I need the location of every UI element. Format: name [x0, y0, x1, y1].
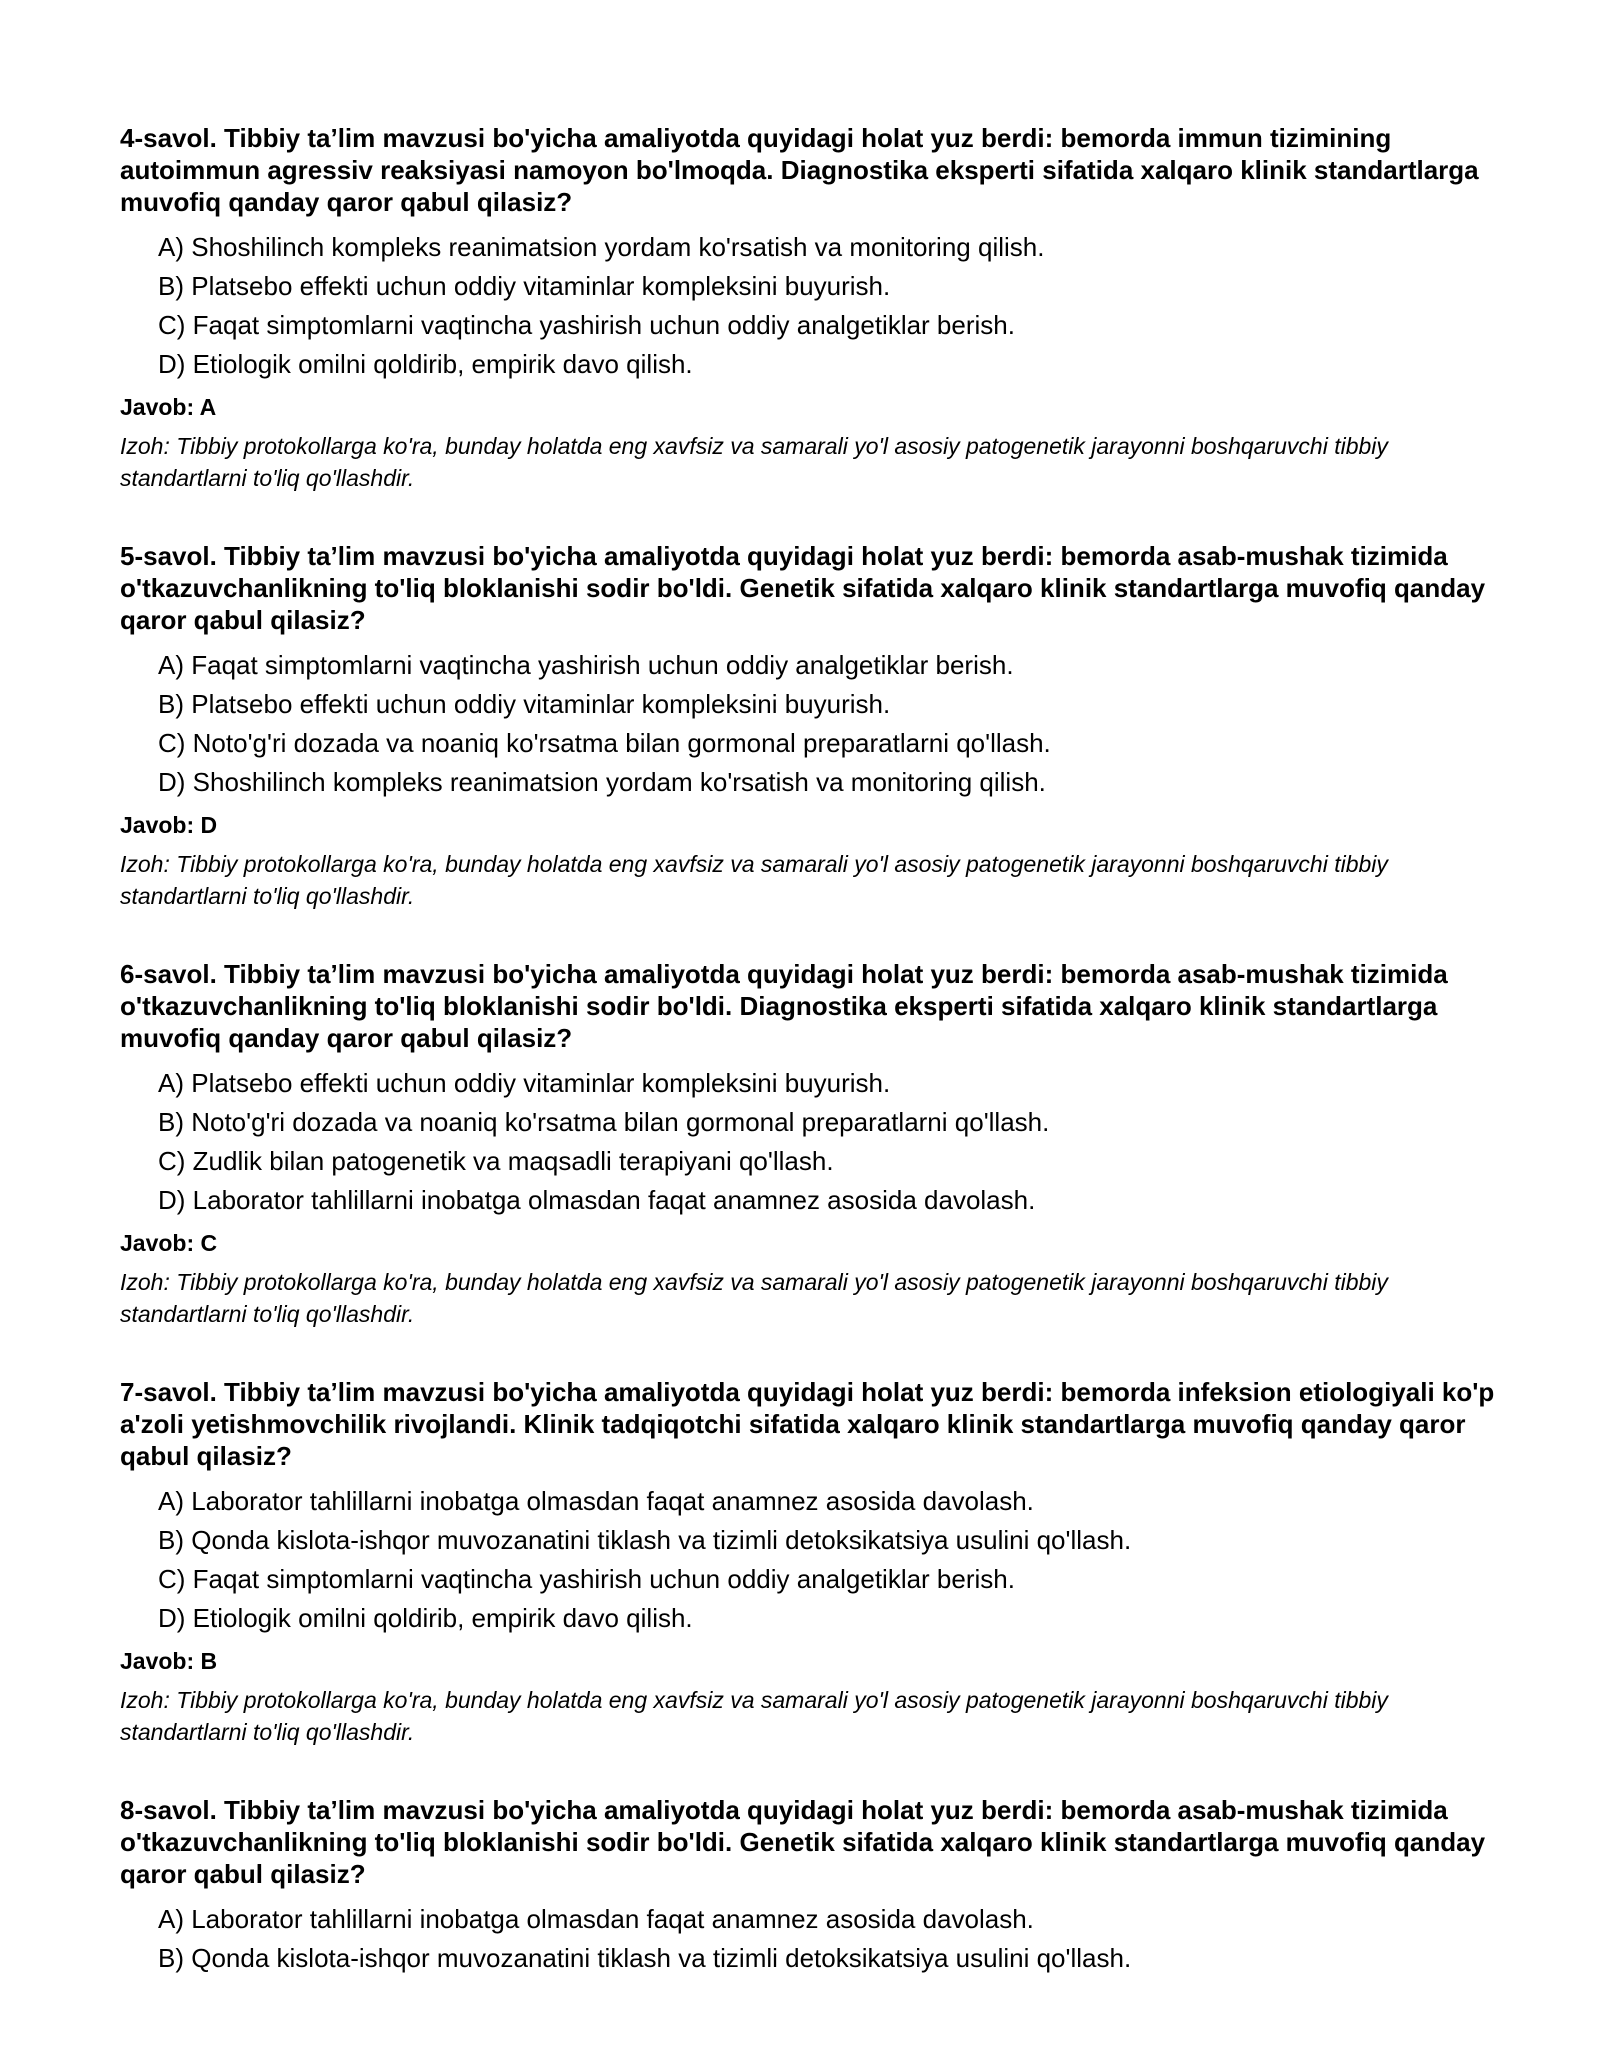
option-d: D) Etiologik omilni qoldirib, empirik davo qilish. — [158, 1603, 693, 1633]
question-title: 7-savol. Tibbiy ta’lim mavzusi bo'yicha amaliyotda quyidagi holat yuz berdi: bemorda infeksion etiologiyali ko'p a'zoli yetishmovchilik rivojlandi. Klinik tadqiqotchi sifatida xalqaro klinik standartlarga muvofiq qanday qaror qabul qilasiz? — [120, 1377, 1495, 1471]
option-c: C) Faqat simptomlarni vaqtincha yashirish uchun oddiy analgetiklar berish. — [158, 310, 1015, 340]
question-block — [120, 122, 1500, 494]
option-a: A) Laborator tahlillarni inobatga olmasdan faqat anamnez asosida davolash. — [158, 1486, 1034, 1516]
option-list — [120, 646, 1500, 802]
option-list — [120, 228, 1500, 384]
option-b: B) Platsebo effekti uchun oddiy vitaminlar kompleksini buyurish. — [158, 271, 891, 301]
question-title: 6-savol. Tibbiy ta’lim mavzusi bo'yicha amaliyotda quyidagi holat yuz berdi: bemorda asab-mushak tizimida o'tkazuvchanlikning to'liq bloklanishi sodir bo'ldi. Diagnostika eksperti sifatida xalqaro klinik standartlarga muvofiq qanday qaror qabul qilasiz? — [120, 959, 1448, 1053]
explanation-note: Izoh: Tibbiy protokollarga ko'ra, bunday holatda eng xavfsiz va samarali yo'l asosiy patogenetik jarayonni boshqaruvchi tibbiy standartlarni to'liq qo'llashdir. — [120, 1269, 1388, 1327]
option-d: D) Laborator tahlillarni inobatga olmasdan faqat anamnez asosida davolash. — [158, 1185, 1036, 1215]
answer-label: Javob: A — [120, 394, 217, 420]
question-title: 4-savol. Tibbiy ta’lim mavzusi bo'yicha amaliyotda quyidagi holat yuz berdi: bemorda immun tizimining autoimmun agressiv reaksiyasi namoyon bo'lmoqda. Diagnostika eksperti sifatida xalqaro klinik standartlarga muvofiq qanday qaror qabul qilasiz? — [120, 123, 1479, 217]
option-a: A) Faqat simptomlarni vaqtincha yashirish uchun oddiy analgetiklar berish. — [158, 650, 1014, 680]
option-d: D) Etiologik omilni qoldirib, empirik davo qilish. — [158, 349, 693, 379]
option-b: B) Qonda kislota-ishqor muvozanatini tiklash va tizimli detoksikatsiya usulini qo'llash. — [158, 1943, 1132, 1973]
option-a: A) Laborator tahlillarni inobatga olmasdan faqat anamnez asosida davolash. — [158, 1904, 1034, 1934]
option-list — [120, 1064, 1500, 1220]
answer-label: Javob: B — [120, 1648, 218, 1674]
explanation-note: Izoh: Tibbiy protokollarga ko'ra, bunday holatda eng xavfsiz va samarali yo'l asosiy patogenetik jarayonni boshqaruvchi tibbiy standartlarni to'liq qo'llashdir. — [120, 433, 1388, 491]
option-list — [120, 1482, 1500, 1638]
question-block — [120, 1376, 1500, 1748]
option-b: B) Noto'g'ri dozada va noaniq ko'rsatma bilan gormonal preparatlarni qo'llash. — [158, 1107, 1050, 1137]
option-c: C) Zudlik bilan patogenetik va maqsadli terapiyani qo'llash. — [158, 1146, 834, 1176]
explanation-note: Izoh: Tibbiy protokollarga ko'ra, bunday holatda eng xavfsiz va samarali yo'l asosiy patogenetik jarayonni boshqaruvchi tibbiy standartlarni to'liq qo'llashdir. — [120, 851, 1388, 909]
question-title: 5-savol. Tibbiy ta’lim mavzusi bo'yicha amaliyotda quyidagi holat yuz berdi: bemorda asab-mushak tizimida o'tkazuvchanlikning to'liq bloklanishi sodir bo'ldi. Genetik sifatida xalqaro klinik standartlarga muvofiq qanday qaror qabul qilasiz? — [120, 541, 1486, 635]
option-b: B) Platsebo effekti uchun oddiy vitaminlar kompleksini buyurish. — [158, 689, 891, 719]
option-c: C) Faqat simptomlarni vaqtincha yashirish uchun oddiy analgetiklar berish. — [158, 1564, 1015, 1594]
option-c: C) Noto'g'ri dozada va noaniq ko'rsatma bilan gormonal preparatlarni qo'llash. — [158, 728, 1051, 758]
question-title: 8-savol. Tibbiy ta’lim mavzusi bo'yicha amaliyotda quyidagi holat yuz berdi: bemorda asab-mushak tizimida o'tkazuvchanlikning to'liq bloklanishi sodir bo'ldi. Genetik sifatida xalqaro klinik standartlarga muvofiq qanday qaror qabul qilasiz? — [120, 1795, 1486, 1889]
answer-label: Javob: D — [120, 812, 218, 838]
option-b: B) Qonda kislota-ishqor muvozanatini tiklash va tizimli detoksikatsiya usulini qo'llash. — [158, 1525, 1132, 1555]
explanation-note: Izoh: Tibbiy protokollarga ko'ra, bunday holatda eng xavfsiz va samarali yo'l asosiy patogenetik jarayonni boshqaruvchi tibbiy standartlarni to'liq qo'llashdir. — [120, 1687, 1388, 1745]
answer-label: Javob: C — [120, 1230, 218, 1256]
option-list — [120, 1900, 1500, 1978]
option-a: A) Platsebo effekti uchun oddiy vitaminlar kompleksini buyurish. — [158, 1068, 891, 1098]
question-block — [120, 540, 1500, 912]
option-a: A) Shoshilinch kompleks reanimatsion yordam ko'rsatish va monitoring qilish. — [158, 232, 1045, 262]
question-block — [120, 1794, 1500, 1978]
document-page — [120, 122, 1500, 2024]
option-d: D) Shoshilinch kompleks reanimatsion yordam ko'rsatish va monitoring qilish. — [158, 767, 1046, 797]
question-block — [120, 958, 1500, 1330]
